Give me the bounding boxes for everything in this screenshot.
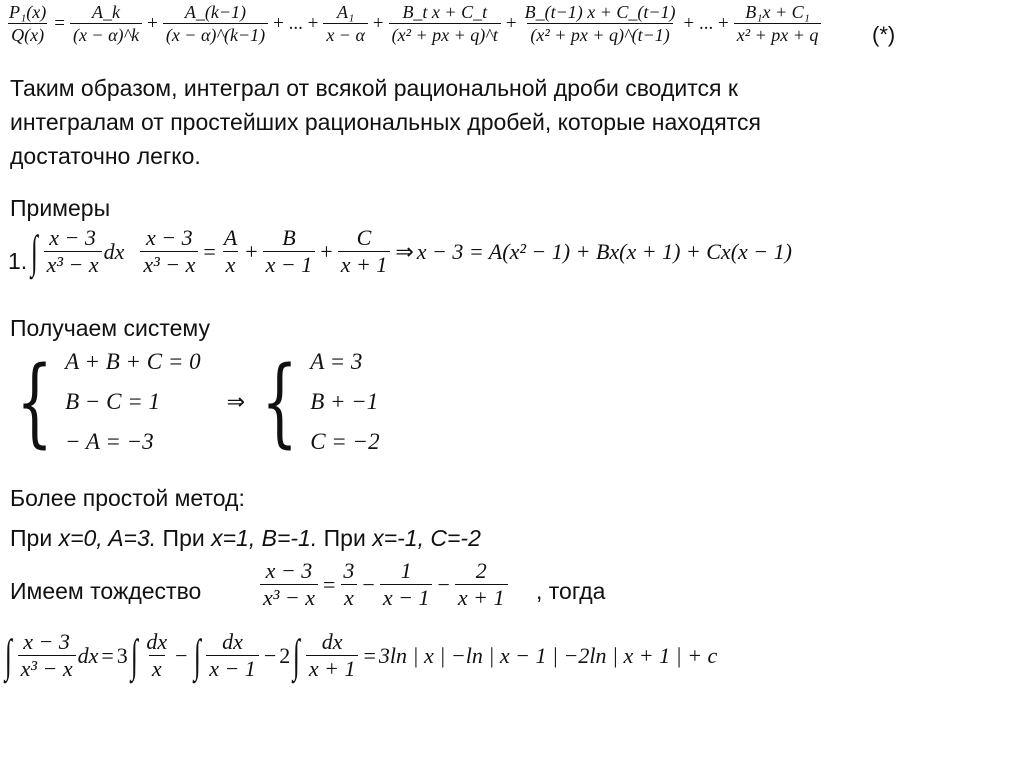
final-int-2 bbox=[206, 630, 259, 681]
ex1-frac-C-denominator: x + 1 bbox=[338, 251, 391, 277]
simpler-heading: Более простой метод: bbox=[10, 485, 245, 511]
term-4-numerator: B_t x + C_t bbox=[402, 2, 488, 22]
ex1-frac-A bbox=[221, 226, 240, 277]
simpler-cond-1: x=0, A=3. bbox=[58, 525, 157, 551]
term-1 bbox=[70, 2, 142, 45]
term-5-denominator: (x² + px + q)^(t−1) bbox=[527, 23, 672, 45]
term-5-numerator: B_(t−1) x + C_(t−1) bbox=[524, 2, 676, 22]
simpler-cond-3: x=-1, C=-2 bbox=[372, 525, 481, 551]
identity-frac-1 bbox=[340, 559, 357, 610]
term-3 bbox=[323, 2, 368, 45]
ex1-frac-A-denominator: x bbox=[223, 251, 239, 277]
simpler-line bbox=[10, 522, 481, 555]
left-brace-1: { bbox=[16, 346, 53, 458]
final-differential: dx bbox=[77, 642, 99, 668]
final-integral-formula: ∫ $\frac{x - 3}{\text{x³ − x}}$ dx = 3 ∫ $\frac{dx}{x}$ − ∫ $\frac{dx}{x - 1}$ − 2 ∫ $\frac{dx}{x + 1}$ = 3ln | x | −ln | x − 1 | −2ln | x + 1 | + c bbox=[4, 629, 718, 681]
ex1-frac-A-numerator: A bbox=[223, 225, 238, 250]
polynomial-identity: x − 3 = A(x² − 1) + Bx(x + 1) + Cx(x − 1) bbox=[416, 238, 792, 264]
identity-lhs-denominator: x³ − x bbox=[260, 584, 318, 610]
intro-line-1: Таким образом, интеграл от всякой рациональной дроби сводится к bbox=[10, 75, 738, 101]
ex1-frac-B-denominator: x − 1 bbox=[263, 251, 316, 277]
final-integral-sign-4: ∫ bbox=[293, 629, 301, 681]
final-int-1-denominator: x bbox=[149, 655, 165, 681]
identity-formula: $\frac{x - 3}{\text{x³ − x}}$ = $\frac{3}{x}$ − $\frac{1}{x - 1}$ − $\frac{2}{x + 1}$ bbox=[258, 559, 510, 610]
system-right-eq-2: B + −1 bbox=[310, 389, 379, 414]
system-left-eq-1: A + B + C = 0 bbox=[65, 349, 201, 374]
ex1-frac-1 bbox=[140, 226, 198, 277]
simpler-text-3: При bbox=[317, 525, 373, 551]
term-3-denominator: x − α bbox=[323, 23, 368, 45]
ex1-frac-B-numerator: B bbox=[282, 225, 296, 250]
final-int-1-numerator: dx bbox=[146, 629, 168, 654]
system-right-eq-3: C = −2 bbox=[310, 429, 380, 454]
integrand-denominator: x³ − x bbox=[44, 251, 102, 277]
lhs-numerator: P₁(x) bbox=[9, 2, 47, 22]
final-integral-sign-3: ∫ bbox=[193, 629, 201, 681]
term-2-denominator: (x − α)^(k−1) bbox=[163, 23, 268, 45]
identity-frac-3-denominator: x + 1 bbox=[455, 584, 508, 610]
term-6 bbox=[734, 2, 822, 45]
identity-frac-1-numerator: 3 bbox=[343, 558, 355, 583]
identity-frac-2 bbox=[380, 559, 433, 610]
term-2 bbox=[163, 2, 268, 45]
system-left bbox=[65, 342, 201, 462]
final-int-2-denominator: x − 1 bbox=[206, 655, 259, 681]
intro-line-2: интегралам от простейших рациональных дробей, которые находятся bbox=[10, 109, 761, 135]
identity-frac-2-numerator: 1 bbox=[400, 558, 412, 583]
system-right bbox=[310, 342, 379, 462]
final-int-3 bbox=[306, 630, 359, 681]
simpler-cond-2: x=1, B=-1. bbox=[211, 525, 318, 551]
term-6-numerator: B₁x + C₁ bbox=[745, 2, 810, 22]
identity-lhs bbox=[260, 559, 318, 610]
implies-arrow: ⇒ bbox=[395, 238, 414, 264]
term-5 bbox=[522, 2, 679, 45]
integral-sign: ∫ bbox=[30, 225, 38, 277]
equation-system bbox=[4, 342, 380, 462]
final-result: 3ln | x | −ln | x − 1 | −2ln | x + 1 | + c bbox=[378, 642, 718, 668]
term-1-denominator: (x − α)^k bbox=[70, 23, 142, 45]
identity-frac-2-denominator: x − 1 bbox=[380, 584, 433, 610]
term-1-numerator: A_k bbox=[92, 2, 121, 22]
system-implies-arrow: ⇒ bbox=[226, 389, 246, 414]
identity-frac-1-denominator: x bbox=[341, 584, 357, 610]
final-integrand bbox=[18, 630, 76, 681]
ex1-frac-C-numerator: C bbox=[356, 225, 372, 250]
left-brace-2: { bbox=[261, 346, 298, 458]
term-2-numerator: A_(k−1) bbox=[184, 2, 247, 22]
identity-label: Имеем тождество bbox=[10, 578, 202, 604]
final-int-2-numerator: dx bbox=[222, 629, 243, 654]
final-coef-1: 3 bbox=[116, 642, 128, 668]
term-4 bbox=[389, 2, 501, 45]
integrand-numerator: x − 3 bbox=[49, 225, 96, 250]
simpler-text-2: При bbox=[156, 525, 212, 551]
system-left-eq-2: B − C = 1 bbox=[65, 389, 161, 414]
example-number: 1. bbox=[8, 248, 28, 274]
lhs-denominator: Q(x) bbox=[8, 23, 47, 45]
final-int-3-numerator: dx bbox=[321, 629, 343, 654]
final-int-3-denominator: x + 1 bbox=[306, 655, 359, 681]
example-1-formula: ∫ $\frac{x - 3}{\text{x³ − x}}$ dx $\frac{x - 3}{\text{x³ − x}}$ = $\frac{A}{x}$ + $\frac{B}{x - 1}$ + $\frac{C}{x + 1}$ ⇒ x − 3 = A(x² − 1) + Bx(x + 1) + Cx(x − 1) bbox=[30, 225, 792, 277]
differential: dx bbox=[103, 238, 125, 264]
lhs-fraction bbox=[6, 2, 49, 45]
identity-frac-3-numerator: 2 bbox=[475, 558, 487, 583]
examples-heading: Примеры bbox=[10, 195, 111, 221]
ex1-frac-1-numerator: x − 3 bbox=[146, 225, 193, 250]
ex1-frac-C bbox=[338, 226, 391, 277]
final-coef-3: 2 bbox=[279, 642, 291, 668]
final-integrand-denominator: x³ − x bbox=[18, 655, 76, 681]
identity-lhs-numerator: x − 3 bbox=[265, 558, 313, 583]
system-right-eq-1: A = 3 bbox=[310, 349, 363, 374]
system-heading: Получаем систему bbox=[10, 315, 210, 341]
ex1-frac-1-denominator: x³ − x bbox=[140, 251, 198, 277]
term-4-denominator: (x² + px + q)^t bbox=[389, 23, 501, 45]
final-integral-sign-1: ∫ bbox=[4, 629, 12, 681]
final-int-1 bbox=[143, 630, 170, 681]
final-integrand-numerator: x − 3 bbox=[23, 629, 70, 654]
ellipsis-2: + ... + bbox=[683, 12, 729, 34]
term-3-numerator: A₁ bbox=[336, 2, 355, 22]
final-integral-sign-2: ∫ bbox=[130, 629, 138, 681]
simpler-text-1: При bbox=[10, 525, 59, 551]
identity-frac-3 bbox=[455, 559, 508, 610]
term-6-denominator: x² + px + q bbox=[734, 23, 822, 45]
integrand bbox=[44, 226, 102, 277]
ellipsis-1: + ... + bbox=[273, 12, 319, 34]
intro-line-3: достаточно легко. bbox=[10, 143, 201, 169]
ex1-frac-B bbox=[263, 226, 316, 277]
system-left-eq-3: − A = −3 bbox=[65, 429, 154, 454]
identity-tail: , тогда bbox=[536, 578, 606, 604]
decomposition-formula: $\frac{\text{P₁(x)}}{Q(x)}$ = $\frac{A\_k}{(x - \alpha)\^{}k}$ + $\frac{A\_(k-1)}{(x - \alpha)\^{}(k-1)}$ + ... + $\frac{\text{A₁}}{x - \alpha}$ + $\frac{\text{B\_t x + C\_t}}{\text{(x² + px + q)\textasciicircum{}t}}$ + $\frac{B\_(t-1) x + C\_(t-1)}{\text{(x² + px + q)\textasciicircum{}(t−1)}}$ + ... + $\frac{\text{B₁x + C₁}}{\text{x² + px + q}}$ bbox=[4, 2, 823, 45]
formula-marker: (*) bbox=[872, 22, 896, 47]
